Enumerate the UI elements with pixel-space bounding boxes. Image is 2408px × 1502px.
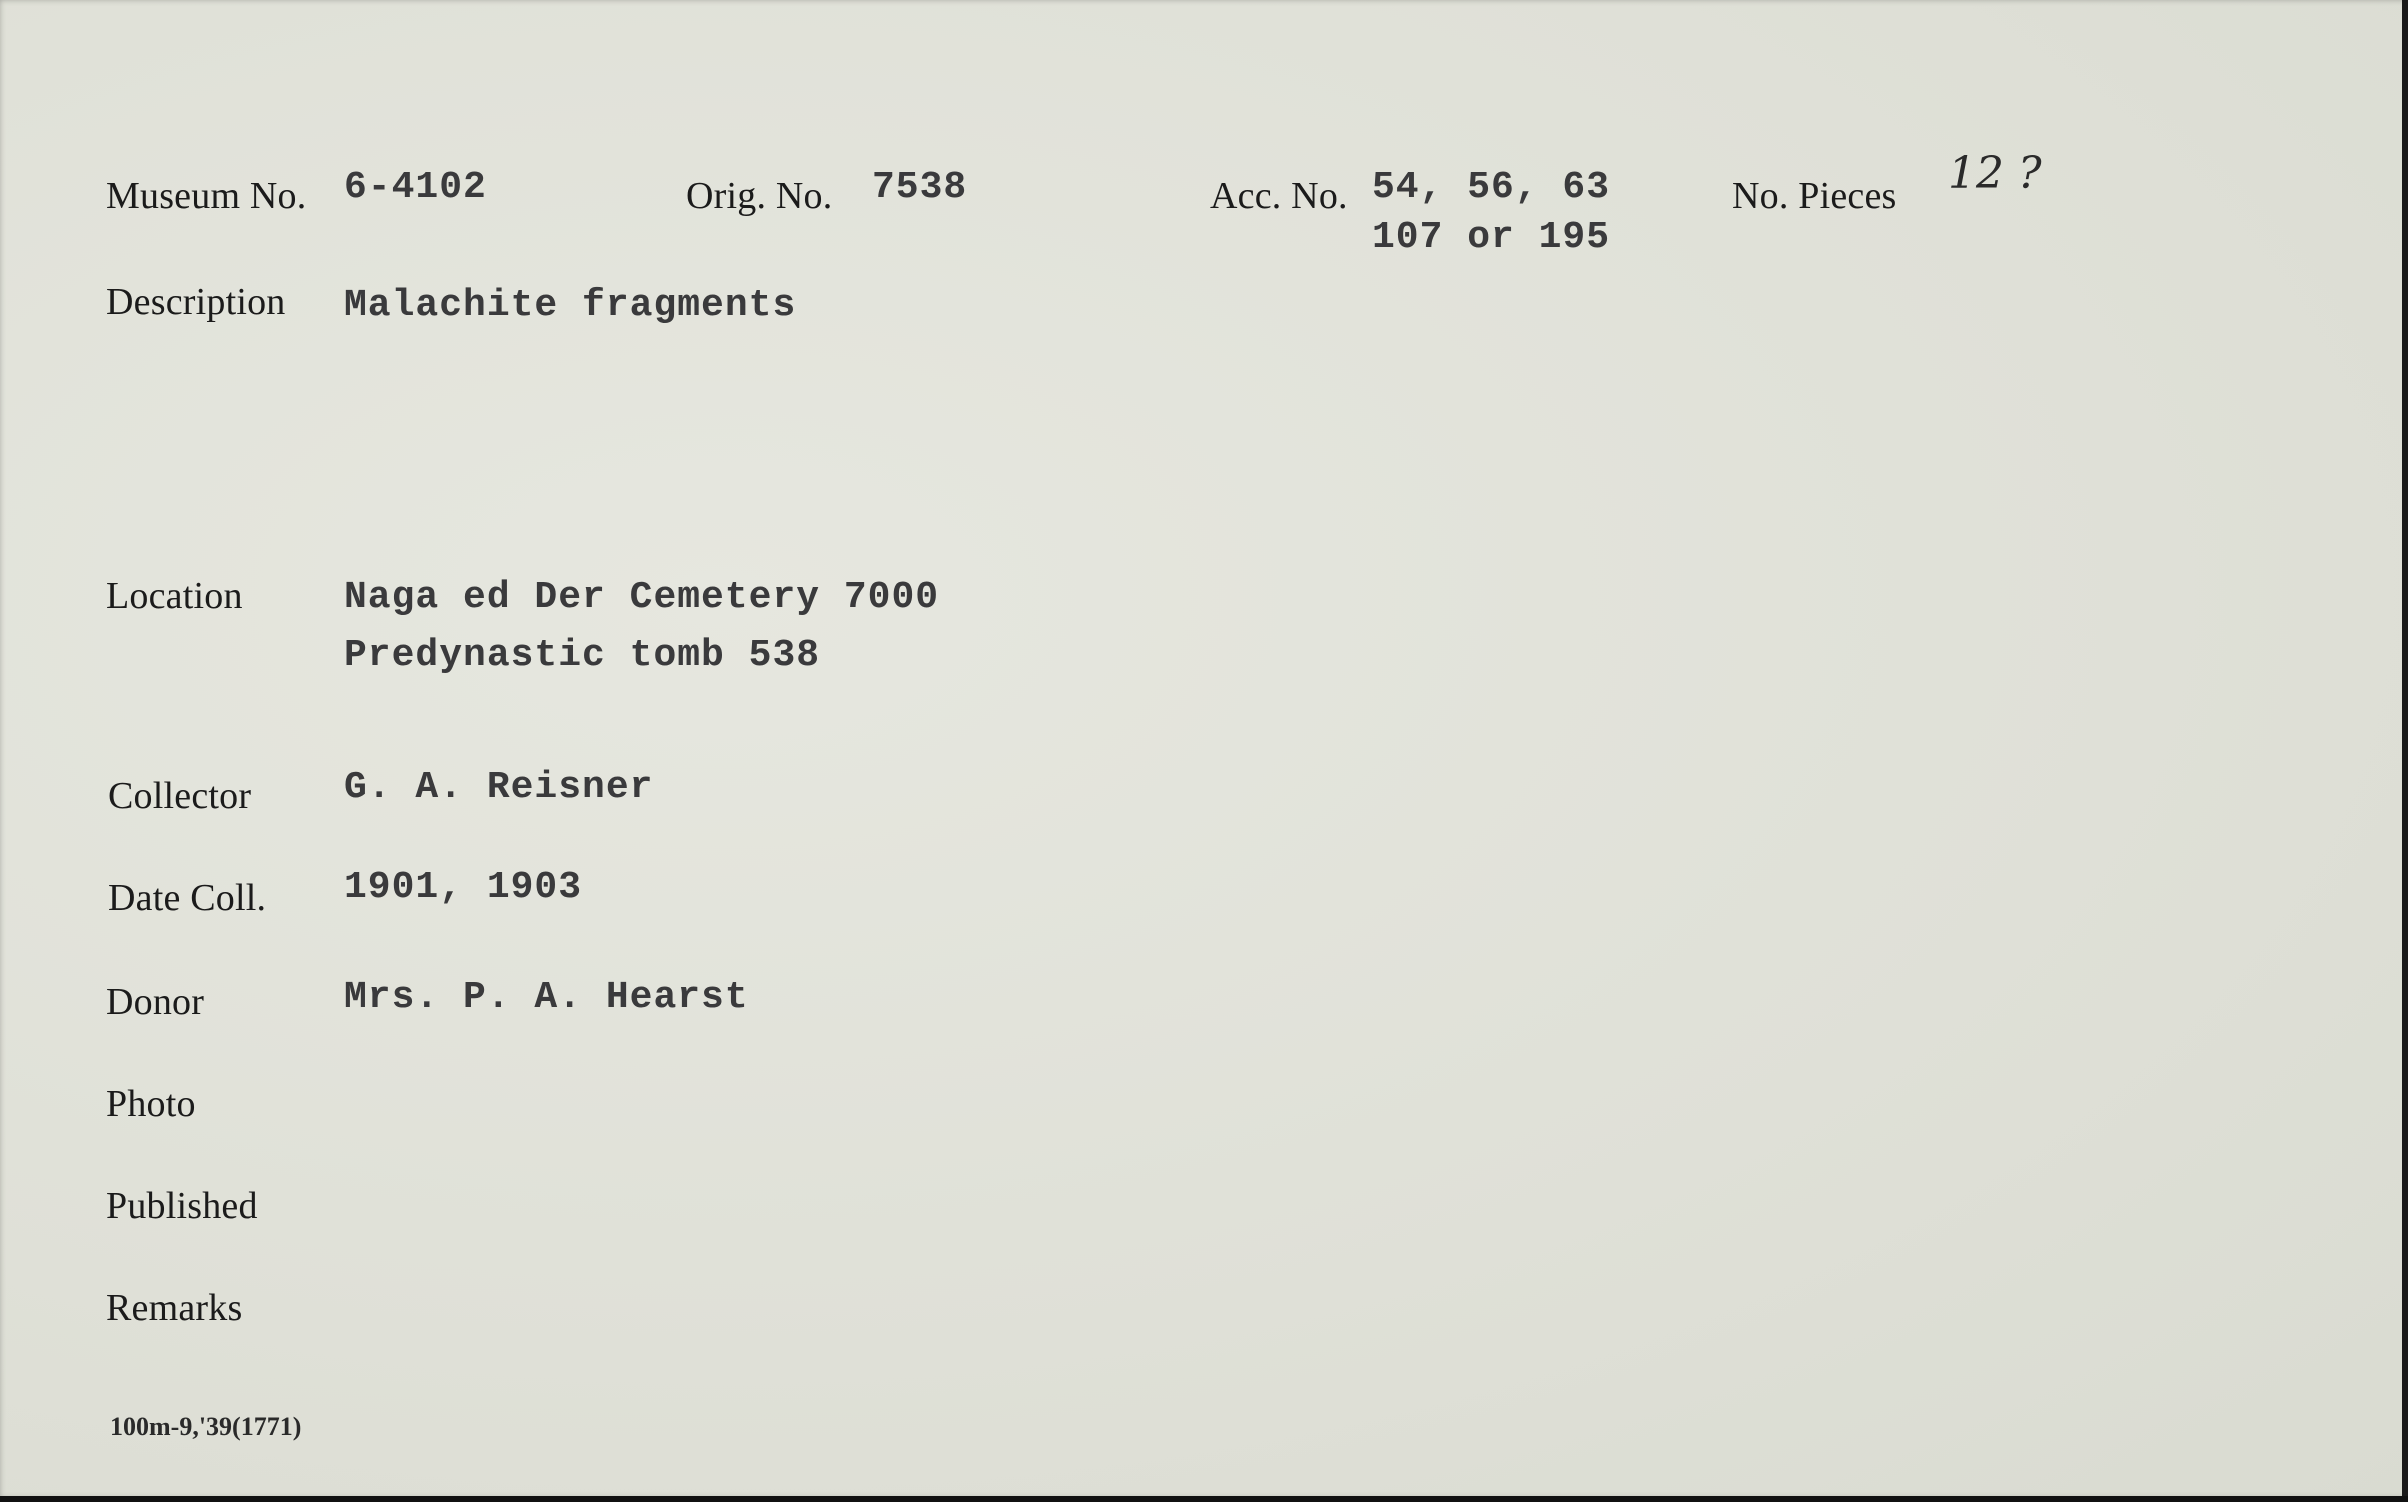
description-label: Description [106,281,286,323]
collector-label: Collector [108,775,252,817]
location-value-line2: Predynastic tomb 538 [344,634,821,677]
acc-no-value-line2: 107 or 195 [1372,216,1611,259]
donor-value: Mrs. P. A. Hearst [344,976,749,1019]
location-value-line1: Naga ed Der Cemetery 7000 [344,576,940,619]
card-edge-right [2402,0,2408,1498]
museum-no-value: 6-4102 [344,166,487,209]
donor-label: Donor [106,981,205,1023]
remarks-label: Remarks [106,1287,243,1329]
no-pieces-value: 12 ? [1948,148,2042,199]
no-pieces-label: No. Pieces [1732,175,1897,217]
museum-no-label: Museum No. [106,175,307,217]
acc-no-label: Acc. No. [1210,175,1348,217]
form-code: 100m-9,'39(1771) [110,1412,302,1441]
date-coll-value: 1901, 1903 [344,866,583,909]
collector-value: G. A. Reisner [344,766,654,809]
acc-no-value-line1: 54, 56, 63 [1372,166,1611,209]
published-label: Published [106,1185,258,1227]
description-value: Malachite fragments [344,284,797,327]
orig-no-value: 7538 [872,166,968,209]
date-coll-label: Date Coll. [108,877,267,919]
location-label: Location [106,575,243,617]
card-edge-bottom [0,1496,2408,1502]
photo-label: Photo [106,1083,196,1125]
orig-no-label: Orig. No. [686,175,833,217]
